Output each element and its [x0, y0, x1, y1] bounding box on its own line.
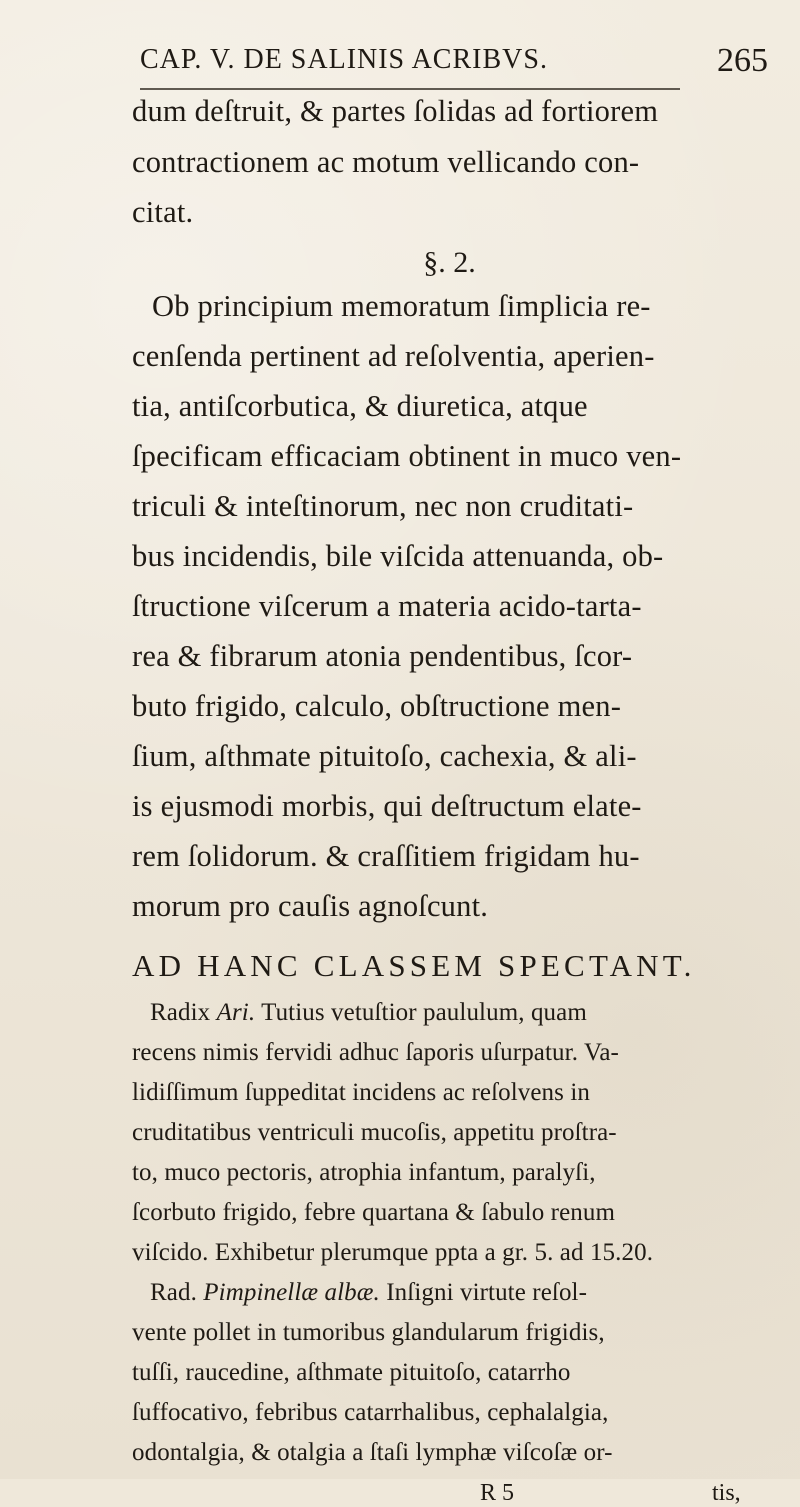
section-marker: §. 2.	[423, 246, 476, 279]
text-line	[150, 1280, 587, 1305]
text-line: ſcorbuto frigido, febre quartana & ſabulo renum	[132, 1199, 616, 1226]
text-line: odontalgia, & otalgia a ſtaſi lymphæ viſcoſæ or-	[132, 1439, 613, 1466]
text-line: viſcido. Exhibetur plerumque ppta a gr. 5. ad 15.20.	[132, 1239, 654, 1266]
header-rule	[140, 88, 680, 90]
text-line: citat.	[132, 195, 194, 229]
catchword: tis,	[712, 1480, 741, 1506]
class-heading: AD HANC CLASSEM SPECTANT.	[132, 948, 696, 983]
text-line: bus incidendis, bile viſcida attenuanda, ob-	[132, 539, 664, 573]
chapter-heading: CAP. V. DE SALINIS ACRIBVS.	[140, 44, 548, 75]
text-line	[150, 1000, 587, 1025]
page-content	[132, 94, 767, 1506]
paragraph-start: Rad.	[150, 1279, 197, 1306]
text-line: cruditatibus ventriculi mucoſis, appetitu proſtra-	[132, 1119, 617, 1146]
text-line: ſtructione viſcerum a materia acido-tarta-	[132, 589, 642, 623]
text-line: triculi & inteſtinorum, nec non cruditati-	[132, 489, 634, 523]
text-line: ſuffocativo, febribus catarrhalibus, cephalalgia,	[132, 1399, 609, 1426]
text-line: to, muco pectoris, atrophia infantum, paralyſi,	[132, 1159, 596, 1186]
text-line: lidiſſimum ſuppeditat incidens ac reſolvens in	[132, 1079, 590, 1106]
text-line: rem ſolidorum. & craſſitiem frigidam hu-	[132, 839, 640, 873]
paragraph-rest: Inſigni virtute reſol-	[386, 1279, 588, 1306]
text-line: contractionem ac motum vellicando con-	[132, 145, 640, 179]
signature-mark: R 5	[480, 1480, 515, 1506]
page-header	[140, 44, 780, 84]
text-line: recens nimis fervidi adhuc ſaporis uſurpatur. Va-	[132, 1039, 619, 1066]
plant-name: Ari.	[216, 999, 256, 1026]
page-number: 265	[717, 42, 768, 79]
text-line: vente pollet in tumoribus glandularum frigidis,	[132, 1319, 605, 1346]
text-line: is ejusmodi morbis, qui deſtructum elate-	[132, 789, 642, 823]
text-line: morum pro cauſis agnoſcunt.	[132, 889, 489, 923]
text-line: ſpecificam efficaciam obtinent in muco ven-	[132, 439, 682, 473]
plant-name: Pimpinellæ albæ.	[203, 1279, 380, 1306]
text-line: tia, antiſcorbutica, & diuretica, atque	[132, 389, 588, 423]
text-line: dum deſtruit, & partes ſolidas ad fortiorem	[132, 94, 659, 128]
text-line: tuſſi, raucedine, aſthmate pituitoſo, catarrho	[132, 1359, 571, 1386]
paragraph-rest: Tutius vetuſtior paululum, quam	[261, 999, 587, 1026]
text-line: ſium, aſthmate pituitoſo, cachexia, & ali-	[132, 739, 637, 773]
text-line: rea & fibrarum atonia pendentibus, ſcor-	[132, 639, 633, 673]
text-line: buto frigido, calculo, obſtructione men-	[132, 689, 622, 723]
paragraph-start: Radix	[150, 999, 211, 1026]
text-line: Ob principium memoratum ſimplicia re-	[152, 289, 651, 323]
text-line: cenſenda pertinent ad reſolventia, aperien-	[132, 339, 655, 373]
